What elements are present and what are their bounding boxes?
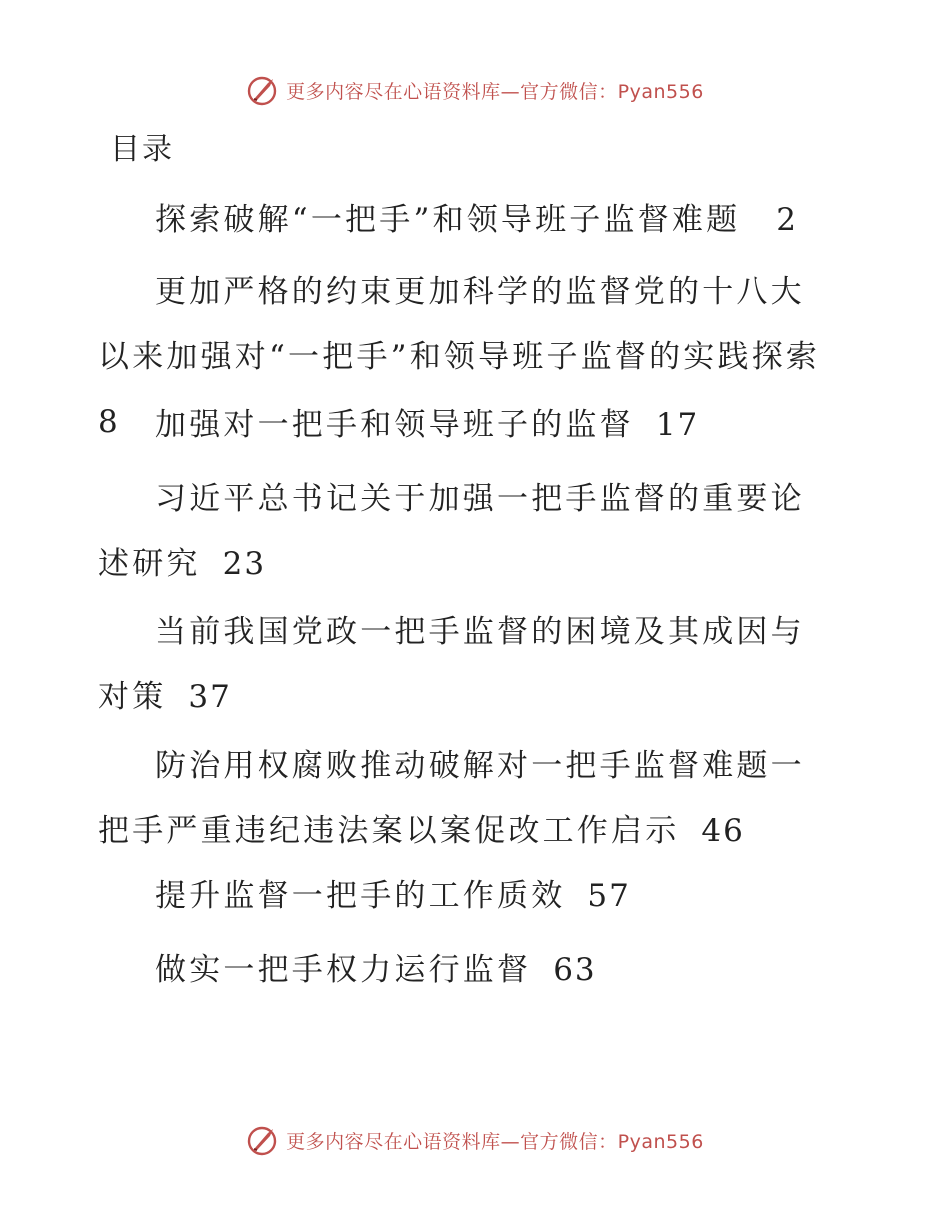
toc-entry[interactable] [98, 864, 838, 929]
toc-entry-title: 习近平总书记关于加强一把手监督的重要论述研究 [98, 481, 805, 582]
toc-title: 目录 [110, 132, 174, 167]
toc-entry-page: 63 [553, 952, 597, 988]
toc-entry-page: 46 [701, 813, 745, 849]
toc-entry[interactable] [98, 188, 838, 253]
toc-entry-page: 23 [222, 546, 267, 582]
toc-entry-page: 2 [776, 202, 799, 238]
toc-entry-title: 探索破解“一把手”和领导班子监督难题 [155, 202, 741, 238]
toc-entry[interactable] [98, 467, 838, 597]
toc-entry-page: 57 [587, 878, 631, 914]
toc-entry-page: 17 [655, 407, 700, 443]
toc-entry[interactable] [98, 600, 838, 730]
toc-entry-title: 更加严格的约束更加科学的监督党的十八大以来加强对“一把手”和领导班子监督的实践探索 [98, 274, 821, 375]
watermark-text: 更多内容尽在心语资料库—官方微信：Pyan556 [286, 80, 704, 103]
toc-entry[interactable] [98, 938, 838, 1003]
footer-watermark [0, 1122, 950, 1158]
toc-entry[interactable] [98, 393, 838, 458]
toc-entry-page: 37 [188, 679, 232, 715]
toc-entry-title: 防治用权腐败推动破解对一把手监督难题一把手严重违纪违法案以案促改工作启示 [98, 748, 805, 849]
pen-logo-icon [246, 73, 280, 107]
toc-entry-title: 当前我国党政一把手监督的困境及其成因与对策 [98, 614, 805, 715]
toc-entry-title: 做实一把手权力运行监督 [155, 952, 532, 988]
pen-logo-icon [246, 1123, 280, 1157]
watermark-text: 更多内容尽在心语资料库—官方微信：Pyan556 [286, 1130, 704, 1153]
toc-entry[interactable] [98, 734, 838, 864]
toc-entry-title: 提升监督一把手的工作质效 [155, 878, 566, 914]
header-watermark [0, 72, 950, 108]
toc-entry-page: 8 [98, 404, 120, 440]
toc-entry-title: 加强对一把手和领导班子的监督 [155, 407, 634, 443]
